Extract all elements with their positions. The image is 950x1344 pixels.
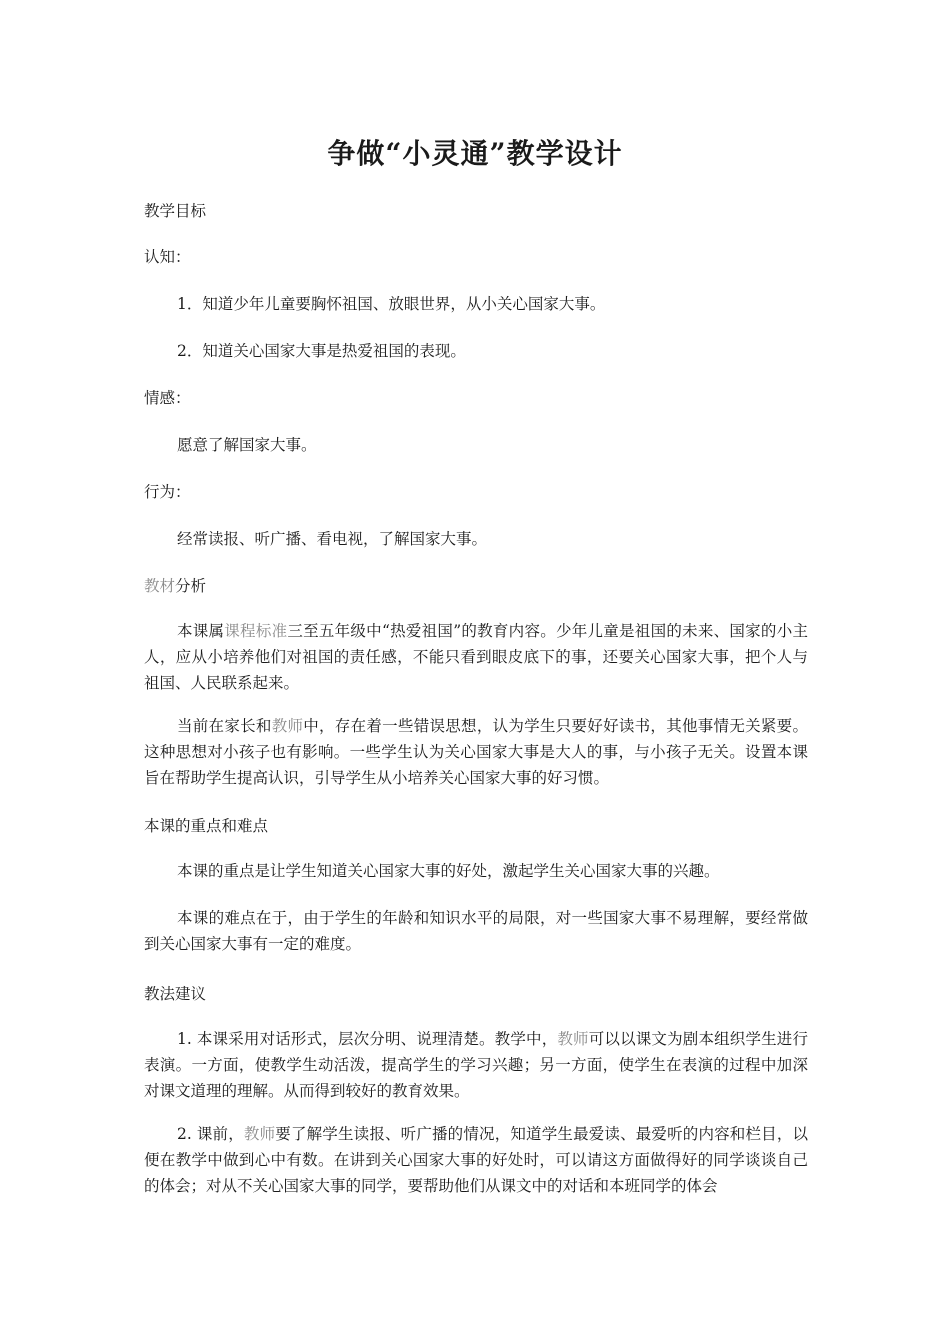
heading-rest-part: 分析 — [175, 577, 207, 595]
behavior-label: 行为： — [144, 483, 191, 501]
link-text: 教师 — [243, 1125, 276, 1143]
link-text: 教师 — [557, 1030, 589, 1048]
link-text: 教师 — [271, 717, 304, 735]
key-points-paragraph: 本课的重点是让学生知道关心国家大事的好处，激起学生关心国家大事的兴趣。 — [177, 862, 720, 880]
section-heading-methods: 教法建议 — [144, 985, 207, 1003]
analysis-paragraph: 当前在家长和教师中，存在着一些错误思想，认为学生只要好好读书，其他事情无关紧要。这种思想对小孩子也有影响。一些学生认为关心国家大事是大人的事，与小孩子无关。设置本课旨在帮助学生提高认识，引导学生从小培养关心国家大事的好习惯。 — [144, 717, 808, 787]
cognition-item: 2．知道关心国家大事是热爱祖国的表现。 — [177, 342, 466, 360]
section-heading-goals: 教学目标 — [144, 202, 207, 220]
emotion-label: 情感： — [144, 389, 191, 407]
link-text: 课程标准 — [224, 622, 288, 640]
behavior-text: 经常读报、听广播、看电视，了解国家大事。 — [177, 530, 488, 548]
page-title: 争做“小灵通”教学设计 — [327, 137, 623, 170]
methods-paragraph: 1. 本课采用对话形式，层次分明、说理清楚。教学中，教师可以以课文为剧本组织学生进行表演。一方面，使教学生动活泼，提高学生的学习兴趣；另一方面，使学生在表演的过程中加深对课文道理的理解。从而得到较好的教育效果。 — [144, 1030, 808, 1100]
heading-gray-part: 教材 — [144, 577, 176, 595]
emotion-text: 愿意了解国家大事。 — [177, 436, 317, 454]
section-heading-key-points: 本课的重点和难点 — [144, 817, 269, 835]
analysis-paragraph: 本课属课程标准三至五年级中“热爱祖国”的教育内容。少年儿童是祖国的未来、国家的小主人，应从小培养他们对祖国的责任感，不能只看到眼皮底下的事，还要关心国家大事，把个人与祖国、人民联系起来。 — [144, 622, 808, 692]
methods-paragraph: 2. 课前，教师要了解学生读报、听广播的情况，知道学生最爱读、最爱听的内容和栏目，以便在教学中做到心中有数。在讲到关心国家大事的好处时，可以请这方面做得好的同学谈谈自己的体会；对从不关心国家大事的同学，要帮助他们从课文中的对话和本班同学的体会 — [144, 1125, 808, 1195]
cognition-item: 1．知道少年儿童要胸怀祖国、放眼世界，从小关心国家大事。 — [177, 295, 606, 313]
key-points-paragraph: 本课的难点在于，由于学生的年龄和知识水平的局限，对一些国家大事不易理解，要经常做到关心国家大事有一定的难度。 — [144, 909, 808, 953]
section-heading-analysis — [144, 576, 206, 596]
cognition-label: 认知： — [144, 248, 191, 266]
